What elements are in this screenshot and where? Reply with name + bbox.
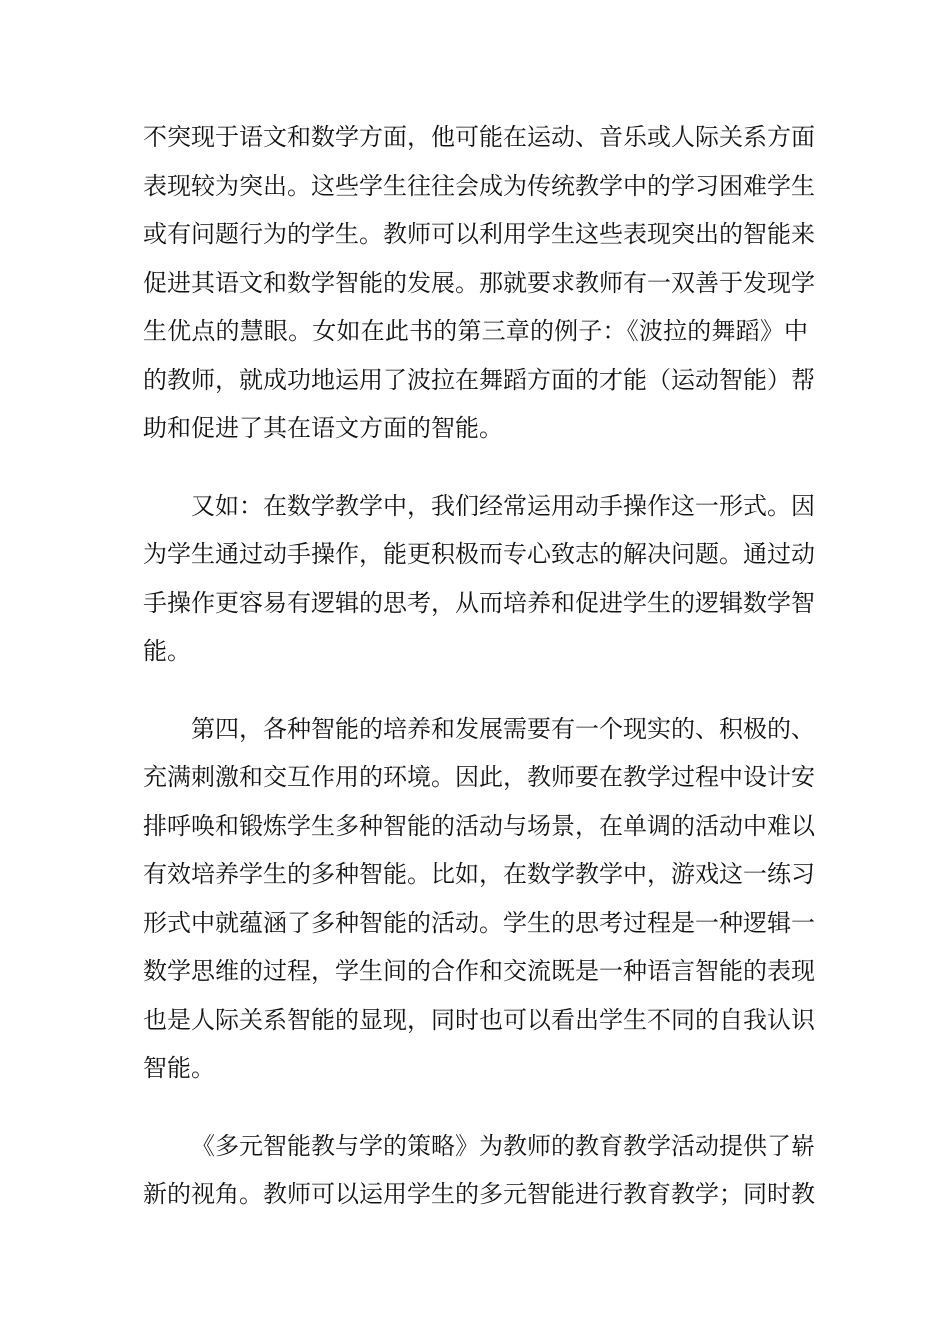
text-line: 助和促进了其在语文方面的智能。 bbox=[143, 414, 503, 442]
paragraph-2 bbox=[143, 482, 815, 676]
text-line: 形式中就蕴涵了多种智能的活动。学生的思考过程是一种逻辑一 bbox=[143, 908, 815, 937]
text-line: 有效培养学生的多种智能。比如，在数学教学中，游戏这一练习 bbox=[143, 860, 815, 888]
text-line: 手操作更容易有逻辑的思考，从而培养和促进学生的逻辑数学智 bbox=[143, 588, 815, 617]
text-line: 为学生通过动手操作，能更积极而专心致志的解决问题。通过动 bbox=[143, 540, 815, 568]
text-line: 促进其语文和数学智能的发展。那就要求教师有一双善于发现学 bbox=[143, 268, 815, 297]
paragraph-1 bbox=[143, 113, 815, 453]
body-text bbox=[143, 113, 815, 1219]
paragraph-3 bbox=[143, 705, 815, 1093]
paragraph-gap bbox=[143, 453, 808, 482]
text-line: 又如：在数学教学中，我们经常运用动手操作这一形式。因 bbox=[191, 491, 815, 520]
text-line: 排呼唤和锻炼学生多种智能的活动与场景，在单调的活动中难以 bbox=[143, 811, 815, 840]
text-line: 《多元智能教与学的策略》为教师的教育教学活动提供了崭 bbox=[191, 1131, 815, 1160]
text-line: 智能。 bbox=[143, 1054, 215, 1082]
text-line: 或有问题行为的学生。教师可以利用学生这些表现突出的智能来 bbox=[143, 220, 815, 248]
text-line: 生优点的慧眼。女如在此书的第三章的例子：《波拉的舞蹈》中 bbox=[143, 317, 808, 345]
text-line: 数学思维的过程，学生间的合作和交流既是一种语言智能的表现 bbox=[143, 957, 815, 985]
text-line: 的教师，就成功地运用了波拉在舞蹈方面的才能（运动智能）帮 bbox=[143, 365, 815, 394]
text-line: 第四，各种智能的培养和发展需要有一个现实的、积极的、 bbox=[191, 714, 815, 743]
paragraph-gap bbox=[143, 1093, 808, 1122]
text-line: 表现较为突出。这些学生往往会成为传统教学中的学习困难学生 bbox=[143, 171, 815, 200]
text-line: 能。 bbox=[143, 637, 191, 665]
paragraph-gap bbox=[143, 676, 808, 705]
paragraph-4 bbox=[143, 1122, 815, 1219]
text-line: 新的视角。教师可以运用学生的多元智能进行教育教学；同时教 bbox=[143, 1180, 815, 1208]
text-line: 不突现于语文和数学方面，他可能在运动、音乐或人际关系方面 bbox=[143, 123, 815, 151]
text-line: 也是人际关系智能的显现，同时也可以看出学生不同的自我认识 bbox=[143, 1005, 815, 1034]
text-line: 充满刺激和交互作用的环境。因此，教师要在教学过程中设计安 bbox=[143, 763, 815, 791]
